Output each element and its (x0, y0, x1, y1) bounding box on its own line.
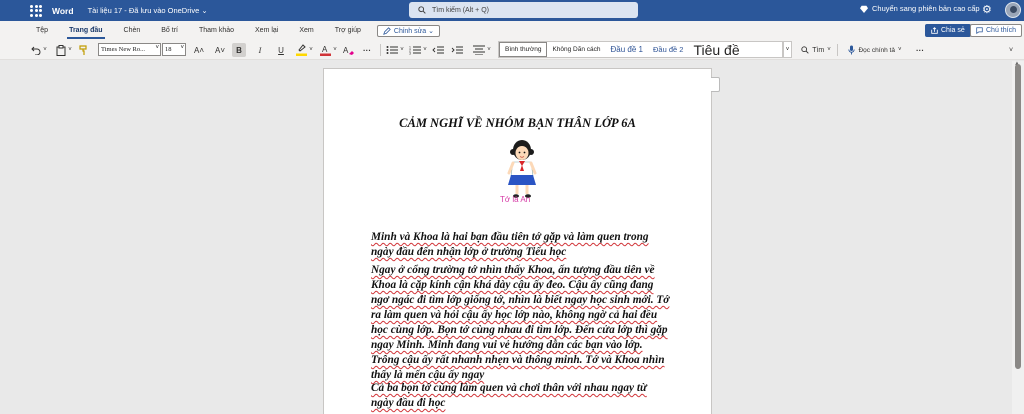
pencil-icon (383, 27, 391, 35)
dictate-label: Đọc chính tả (858, 46, 895, 54)
tab-references[interactable]: Tham khảo (198, 27, 235, 34)
increase-indent-icon[interactable] (450, 43, 464, 57)
vertical-scrollbar[interactable] (1012, 61, 1024, 414)
comments-button[interactable] (970, 24, 1022, 37)
search-input[interactable] (409, 2, 638, 18)
numbering-dropdown-icon[interactable]: ˅ (423, 47, 427, 53)
styles-expand-icon[interactable]: ˅ (783, 41, 792, 58)
more-font-options-button[interactable]: ··· (363, 45, 371, 55)
style-title[interactable]: Tiêu đề (693, 41, 740, 58)
tab-view[interactable]: Xem (299, 27, 314, 34)
decrease-indent-icon[interactable] (431, 43, 445, 57)
editing-mode-button[interactable] (377, 25, 440, 37)
paragraph-text: Cả ba bọn tớ cùng làm quen và chơi thân với nhau ngay từ ngày đầu đi học (371, 382, 647, 409)
tab-file[interactable]: Tệp (36, 27, 49, 34)
clear-formatting-icon[interactable] (341, 43, 355, 57)
title-bar (0, 0, 1024, 21)
align-icon[interactable] (472, 43, 486, 57)
upgrade-label: Chuyển sang phiên bản cao cấp (872, 4, 980, 13)
search-placeholder: Tìm kiếm (Alt + Q) (432, 6, 489, 14)
style-heading-1[interactable]: Đầu đề 1 (610, 45, 643, 54)
font-name-dropdown[interactable] (98, 43, 161, 56)
document-page[interactable] (323, 68, 712, 414)
diamond-icon (860, 5, 868, 13)
italic-button[interactable]: I (258, 45, 262, 55)
shrink-font-button[interactable]: A˅ (214, 45, 225, 55)
tab-help[interactable]: Trợ giúp (334, 27, 361, 34)
tab-layout[interactable]: Bố trí (161, 27, 178, 34)
comment-icon (976, 27, 983, 34)
collapse-ribbon-icon[interactable]: ˅ (1008, 46, 1014, 54)
comments-label: Chú thích (986, 27, 1016, 34)
font-size-value: 18 (165, 46, 172, 53)
editing-mode-label: Chỉnh sửa ⌄ (393, 27, 435, 35)
bold-button[interactable]: B (232, 43, 246, 57)
find-button[interactable] (800, 43, 832, 57)
ribbon-tabs (0, 21, 1024, 40)
tab-review[interactable]: Xem lại (255, 27, 279, 34)
document-heading: CẢM NGHĨ VỀ NHÓM BẠN THÂN LỚP 6A (399, 116, 636, 130)
paragraph-1[interactable] (371, 230, 671, 260)
style-normal[interactable]: Bình thường (499, 42, 547, 57)
scrollbar-thumb[interactable] (1015, 64, 1021, 369)
share-label: Chia sẻ (941, 27, 965, 34)
align-dropdown-icon[interactable]: ˅ (487, 47, 491, 53)
svg-text:1: 1 (409, 45, 411, 50)
bullets-dropdown-icon[interactable]: ˅ (400, 47, 404, 53)
paragraph-3[interactable] (371, 381, 671, 411)
font-color-dropdown-icon[interactable]: ˅ (333, 47, 337, 53)
share-icon (931, 27, 938, 34)
app-launcher-icon[interactable] (28, 3, 44, 19)
find-label: Tìm (812, 46, 825, 54)
dictate-button[interactable] (844, 43, 906, 57)
search-icon (801, 46, 809, 54)
chevron-down-icon: ˅ (180, 45, 184, 51)
svg-text:3: 3 (409, 51, 411, 55)
style-heading-2[interactable]: Đầu đề 2 (652, 45, 684, 54)
paragraph-text: Minh và Khoa là hai bạn đầu tiên tớ gặp và làm quen trong ngày đầu đến nhận lớp ở trường Tiểu học (371, 231, 649, 258)
search-icon (418, 6, 426, 14)
highlight-icon[interactable] (294, 43, 308, 57)
chevron-down-icon: ˅ (155, 45, 159, 51)
font-color-icon[interactable] (318, 43, 332, 57)
chevron-down-icon: ˅ (827, 47, 831, 53)
more-options-button[interactable]: ··· (916, 45, 924, 55)
font-size-dropdown[interactable] (162, 43, 186, 56)
paragraph-2[interactable] (371, 263, 671, 383)
share-button[interactable] (925, 24, 971, 37)
app-name: Word (52, 5, 74, 16)
avatar[interactable] (1005, 2, 1021, 18)
svg-text:A: A (321, 45, 327, 54)
style-no-spacing[interactable]: Không Dãn cách (552, 46, 601, 53)
numbering-icon[interactable] (408, 43, 422, 57)
divider (837, 44, 838, 56)
format-painter-icon[interactable] (78, 43, 90, 57)
paste-dropdown-icon[interactable]: ˅ (68, 47, 72, 53)
undo-dropdown-icon[interactable]: ˅ (43, 47, 47, 53)
svg-text:A: A (342, 45, 348, 55)
svg-text:2: 2 (409, 48, 411, 53)
girl-student-illustration (498, 137, 546, 203)
paste-icon[interactable] (55, 43, 67, 57)
highlight-dropdown-icon[interactable]: ˅ (309, 47, 313, 53)
undo-icon[interactable] (30, 43, 42, 57)
upgrade-button[interactable] (860, 4, 980, 13)
document-canvas[interactable] (0, 61, 1012, 414)
grow-font-button[interactable]: A˄ (193, 45, 204, 55)
chevron-down-icon: ˅ (897, 47, 902, 53)
document-title[interactable]: Tài liệu 17 - Đã lưu vào OneDrive ⌄ (87, 6, 208, 15)
page-side-tab[interactable] (711, 77, 720, 92)
bullets-icon[interactable] (385, 43, 399, 57)
microphone-icon (848, 45, 855, 55)
font-name-value: Times New Ro... (101, 46, 146, 53)
tab-home[interactable]: Trang đầu (69, 27, 103, 34)
paragraph-text: Ngay ở cổng trường tớ nhìn thấy Khoa, ấn tượng đầu tiên về Khoa là cặp kính cận khá dày cậu ấy đeo. Cậu ấy cũng đang ngơ ngác đi tìm lớp giống tớ, nhìn là biết ngay học sinh mới. Tớ ra làm quen và hỏi cậu ấy học lớp nào, không ngờ cả hai đều học cùng lớp. Bọn tớ cùng nhau đi tìm lớp. Đến cửa lớp thì gặp ngay Minh. Minh đang vui vẻ hướng dẫn các bạn vào lớp. Trông cậu ấy rất nhanh nhẹn và thông minh. Tớ và Khoa nhìn thấy là mến cậu ấy ngay (371, 264, 670, 381)
image-caption: Tớ là An (500, 195, 531, 204)
underline-button[interactable]: U (278, 45, 284, 55)
styles-gallery (498, 41, 783, 58)
gear-icon[interactable]: ⚙ (982, 4, 992, 16)
tab-insert[interactable]: Chèn (123, 27, 141, 34)
ribbon-toolbar (0, 40, 1024, 60)
divider (380, 44, 381, 56)
